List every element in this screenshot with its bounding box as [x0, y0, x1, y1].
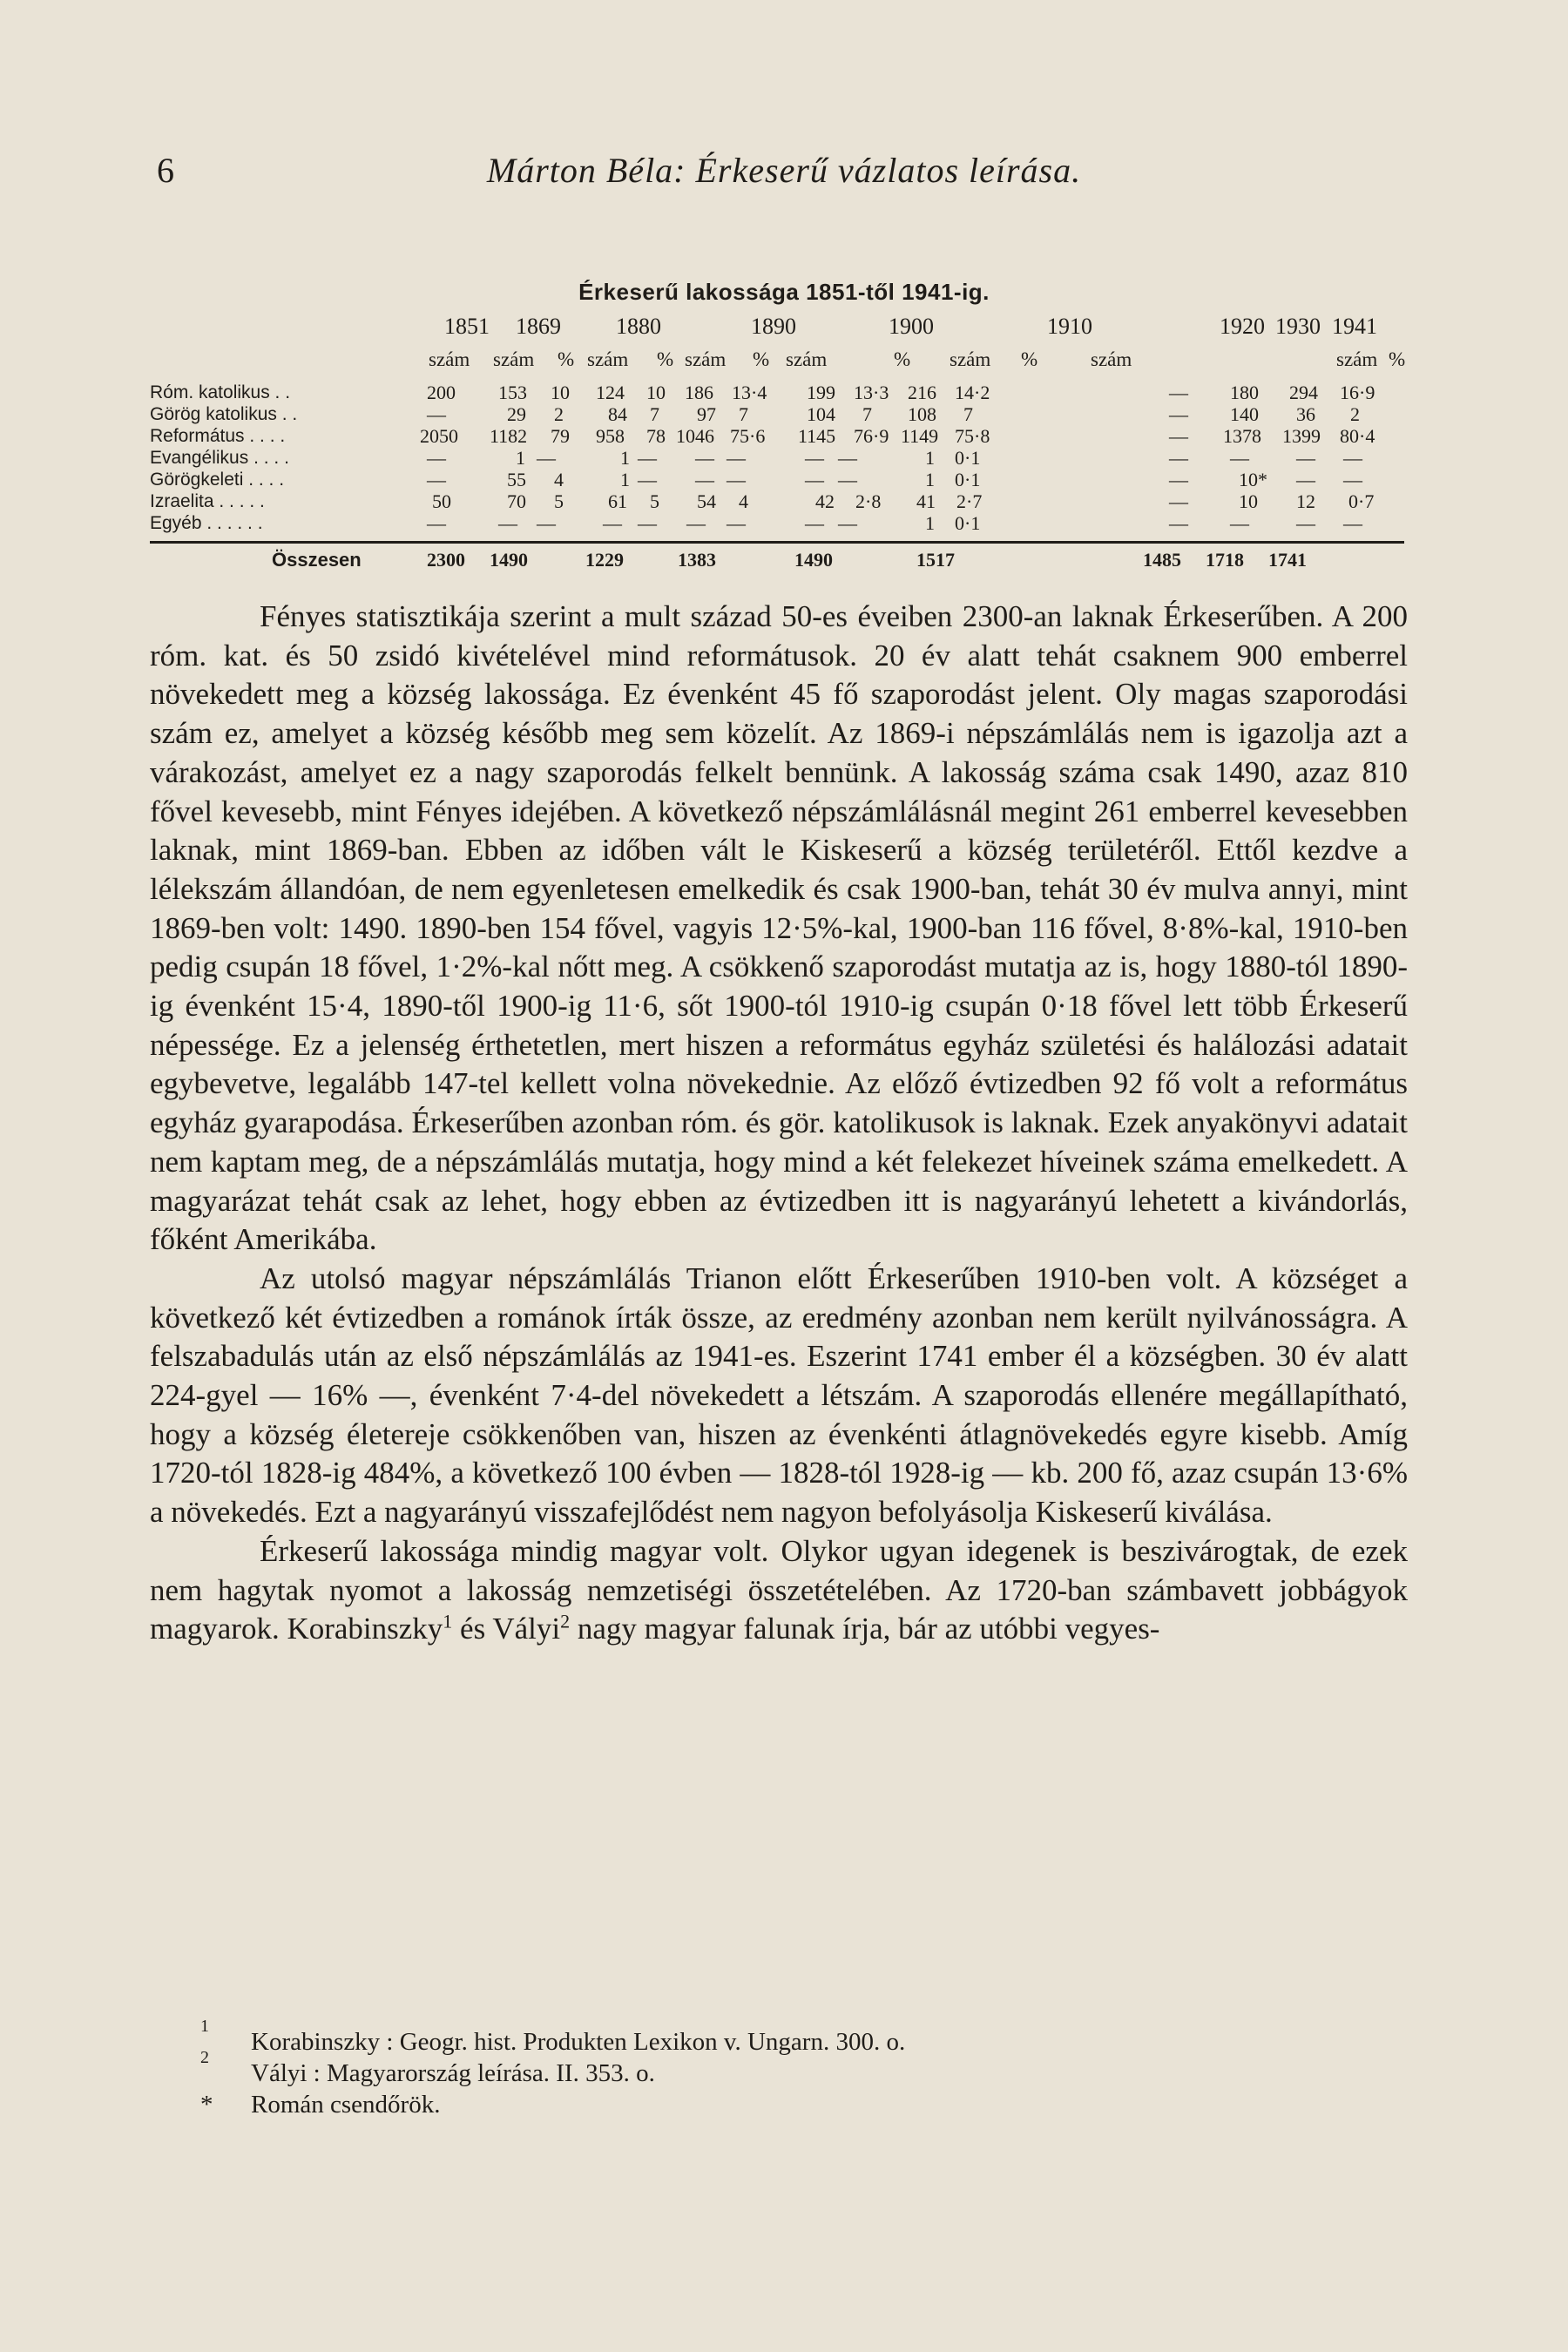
cell: 42: [815, 490, 835, 512]
cell: 958: [596, 425, 625, 447]
cell: 16·9: [1340, 382, 1375, 403]
footnotes: [200, 2017, 1402, 2120]
year-header: 1920: [1220, 314, 1265, 339]
cell: 75·8: [955, 425, 990, 447]
paragraph: Fényes statisztikája szerint a mult század 50-es éveiben 2300-an laknak Érkeserűben. A 200 róm. kat. és 50 zsidó kivételével mind reformátusok. 20 év alatt tehát csaknem 900 emberrel növekedett meg a község lakossága. Ez évenként 45 fő szaporodást jelent. Oly magas szaporodási szám ez, amelyet a község később meg sem közelít. Az 1869-i népszámlálás nem is igazolja azt a várakozást, amelyet ez a nagy szaporodás felkelt bennünk. A lakosság száma csak 1490, azaz 810 fővel kevesebb, mint Fényes idejében. A következő népszámlálásnál megint 261 emberrel kevesebben laknak, mint 1869-ban. Ebben az időben vált le Kiskeserű a község területéről. Ettől kezdve a lélekszám állandóan, de nem egyenletesen emelkedik és csak 1900-ban, tehát 30 év mulva annyi, mint 1869-ben volt: 1490. 1890-ben 154 fővel, vagyis 12·5%-kal, 1900-ban 116 fővel, 8·8%-kal, 1910-ben pedig csupán 18 fővel, 1·2%-kal nőtt meg. A csökkenő szaporodást mutatja az is, hogy 1880-tól 1890-ig évenként 15·4, 1890-től 1900-ig 11·6, sőt 1900-tól 1910-ig csupán 0·18 fővel lett több Érkeserű népessége. Ez a jelenség érthetetlen, mert hiszen a református egyház születési és halálozási adatait egybevetve, legalább 147-tel kellett volna növekednie. Az előző évtizedben 92 fő volt a református egyház gyarapodása. Érkeserűben azonban róm. és gör. katolikusok is laknak. Ezek anyakönyvi adatait nem kaptam meg, de a népszámlálás mutatja, hogy mind a két felekezet híveinek száma emelkedett. A magyarázat tehát csak az lehet, hogy ebben az évtizedben itt is nagyarányú lehetett a kivándorlás, főként Amerikába.: [150, 599, 1408, 1257]
cell: —: [727, 469, 746, 490]
cell: 2: [1350, 403, 1360, 425]
unit-header: %: [558, 348, 575, 370]
cell: 1: [620, 447, 630, 469]
cell: —: [1169, 403, 1188, 425]
cell: 7: [650, 403, 659, 425]
cell: 1490: [794, 549, 833, 571]
cell: 2: [554, 403, 564, 425]
footnote: 1 Korabinszky : Geogr. hist. Produkten Lexikon v. Ungarn. 300. o.: [200, 2017, 906, 2056]
cell: —: [1169, 425, 1188, 447]
cell: —: [537, 447, 556, 469]
cell: —: [638, 447, 657, 469]
cell: 7: [963, 403, 973, 425]
cell: —: [1296, 447, 1315, 469]
unit-header: %: [894, 348, 911, 370]
cell: 75·6: [730, 425, 766, 447]
table-row: [150, 425, 1404, 447]
cell: 1383: [678, 549, 716, 571]
cell: 2300: [427, 549, 465, 571]
footnote: 2 Vályi : Magyarország leírása. II. 353. o.: [200, 2048, 655, 2087]
table-title: Érkeserű lakossága 1851-től 1941-ig.: [578, 279, 990, 305]
footnote-text: Román csendőrök.: [251, 2091, 441, 2119]
unit-header: szám: [685, 348, 727, 370]
cell: 14·2: [955, 382, 990, 403]
cell: —: [805, 447, 824, 469]
table-row: [150, 469, 1404, 490]
page-number: 6: [157, 151, 174, 190]
cell: 55: [507, 469, 526, 490]
footnote-ref: 2: [560, 1610, 571, 1632]
footnote-ref: 1: [443, 1610, 453, 1632]
year-header: 1900: [889, 314, 934, 339]
total-row: [150, 549, 1404, 578]
cell: —: [838, 447, 857, 469]
cell: 1046: [676, 425, 714, 447]
cell: 0·1: [955, 512, 981, 534]
cell: 1517: [916, 549, 955, 571]
cell: 78: [646, 425, 666, 447]
cell: 2·7: [956, 490, 983, 512]
unit-header: szám: [950, 348, 991, 370]
cell: 294: [1289, 382, 1318, 403]
cell: 1378: [1223, 425, 1261, 447]
table-row: [150, 512, 1404, 534]
cell: 76·9: [854, 425, 889, 447]
unit-header: %: [1021, 348, 1038, 370]
cell: 1: [925, 447, 935, 469]
cell: —: [695, 447, 714, 469]
row-label: Egyéb . . . . . .: [150, 513, 263, 533]
unit-header: %: [753, 348, 770, 370]
cell: —: [1230, 512, 1249, 534]
footnote-text: Korabinszky : Geogr. hist. Produkten Lexikon v. Ungarn. 300. o.: [251, 2028, 906, 2056]
cell: —: [838, 512, 857, 534]
cell: 1485: [1143, 549, 1181, 571]
year-header: 1880: [616, 314, 661, 339]
cell: 2·8: [855, 490, 882, 512]
cell: 1182: [490, 425, 528, 447]
year-header: 1910: [1047, 314, 1092, 339]
row-label: Róm. katolikus . .: [150, 382, 291, 402]
footnote: [200, 2089, 1402, 2120]
text-span: Érkeserű lakossága mindig magyar volt. Olykor ugyan idegenek is beszivárogtak, de ezek nem hagytak nyomot a lakosság nemzetiségi összetételében. Az 1720-ban számbavett jobbágyok magyarok. Korabinszky: [150, 1533, 1408, 1646]
cell: 0·1: [955, 447, 981, 469]
cell: —: [603, 512, 622, 534]
population-table: [150, 314, 1404, 578]
cell: 84: [608, 403, 627, 425]
unit-header: szám: [429, 348, 470, 370]
cell: —: [638, 512, 657, 534]
cell: 29: [507, 403, 526, 425]
total-label: Összesen: [272, 549, 362, 571]
unit-header: szám: [1336, 348, 1378, 370]
cell: 70: [507, 490, 526, 512]
cell: 199: [807, 382, 835, 403]
cell: 4: [739, 490, 748, 512]
cell: 1149: [901, 425, 939, 447]
row-label: Izraelita . . . . .: [150, 491, 265, 511]
year-header-row: [150, 314, 1404, 348]
year-header: 1869: [516, 314, 561, 339]
cell: 54: [697, 490, 716, 512]
cell: 1: [925, 469, 935, 490]
cell: 7: [739, 403, 748, 425]
cell: 104: [807, 403, 835, 425]
cell: 124: [596, 382, 625, 403]
cell: 2050: [420, 425, 458, 447]
cell: 5: [650, 490, 659, 512]
cell: —: [727, 512, 746, 534]
cell: 10*: [1239, 469, 1267, 490]
cell: 0·7: [1348, 490, 1375, 512]
cell: 140: [1230, 403, 1259, 425]
unit-header: %: [657, 348, 674, 370]
cell: —: [427, 447, 446, 469]
cell: 10: [551, 382, 570, 403]
cell: 1399: [1282, 425, 1321, 447]
cell: 153: [498, 382, 527, 403]
cell: —: [427, 403, 446, 425]
cell: 186: [685, 382, 713, 403]
row-label: Református . . . .: [150, 426, 286, 446]
footnote-text: Vályi : Magyarország leírása. II. 353. o.: [251, 2059, 655, 2087]
cell: 1741: [1268, 549, 1307, 571]
year-header: 1941: [1332, 314, 1377, 339]
cell: —: [838, 469, 857, 490]
cell: 13·4: [732, 382, 767, 403]
cell: —: [1343, 469, 1362, 490]
cell: 1490: [490, 549, 528, 571]
cell: 97: [697, 403, 716, 425]
paragraph: Az utolsó magyar népszámlálás Trianon előtt Érkeserűben 1910-ben volt. A községet a következő két évtizedben a románok írták össze, az eredmény azonban nem került nyilvánosságra. A felszabadulás után az első népszámlálás az 1941-es. Eszerint 1741 ember él a községben. 30 év alatt 224-gyel — 16% —, évenként 7·4-del növekedett a létszám. A szaporodás ellenére megállapítható, hogy a község életereje csökkenőben van, hiszen az évenkénti átlagnövekedés egyre kisebb. Amíg 1720-tól 1828-ig 484%, a következő 100 évben — 1828-tól 1928-ig — kb. 200 fő, azaz csupán 13·6% a növekedés. Ezt a nagyarányú visszafejlődést nem nagyon befolyásolja Kiskeserű kiválása.: [150, 1260, 1408, 1530]
cell: 41: [916, 490, 936, 512]
page-header: [157, 150, 1411, 193]
text-span: és Vályi: [452, 1612, 561, 1646]
cell: —: [1343, 512, 1362, 534]
cell: —: [805, 469, 824, 490]
cell: 61: [608, 490, 627, 512]
cell: —: [1296, 512, 1315, 534]
cell: —: [427, 512, 446, 534]
cell: 216: [908, 382, 936, 403]
cell: 7: [862, 403, 872, 425]
unit-header: %: [1389, 348, 1406, 370]
cell: —: [498, 512, 517, 534]
cell: 36: [1296, 403, 1315, 425]
cell: —: [805, 512, 824, 534]
table-row: [150, 447, 1404, 469]
unit-header: szám: [493, 348, 535, 370]
year-header: 1890: [751, 314, 796, 339]
row-label: Evangélikus . . . .: [150, 448, 289, 468]
cell: 13·3: [854, 382, 889, 403]
cell: 200: [427, 382, 456, 403]
cell: 50: [432, 490, 451, 512]
unit-header: szám: [786, 348, 828, 370]
cell: 1718: [1206, 549, 1244, 571]
cell: 180: [1230, 382, 1259, 403]
cell: 108: [908, 403, 936, 425]
body-text: [150, 598, 1408, 1649]
cell: —: [695, 469, 714, 490]
text-span: nagy magyar falunak írja, bár az utóbbi vegyes-: [570, 1612, 1160, 1646]
cell: —: [1169, 382, 1188, 403]
cell: —: [1343, 447, 1362, 469]
cell: 1145: [798, 425, 836, 447]
cell: —: [1230, 447, 1249, 469]
cell: 80·4: [1340, 425, 1375, 447]
cell: —: [1169, 512, 1188, 534]
year-header: 1930: [1275, 314, 1321, 339]
cell: —: [1296, 469, 1315, 490]
unit-header: szám: [1091, 348, 1132, 370]
table-rule: [150, 541, 1404, 544]
cell: —: [537, 512, 556, 534]
cell: 1: [925, 512, 935, 534]
table-row: [150, 382, 1404, 403]
row-label: Görögkeleti . . . .: [150, 470, 285, 490]
cell: 79: [551, 425, 570, 447]
table-row: [150, 403, 1404, 425]
cell: —: [427, 469, 446, 490]
cell: 1229: [585, 549, 624, 571]
unit-header-row: [150, 348, 1404, 382]
cell: 1: [516, 447, 525, 469]
cell: 4: [554, 469, 564, 490]
unit-header: szám: [587, 348, 629, 370]
cell: —: [1169, 490, 1188, 512]
table-row: [150, 490, 1404, 512]
cell: 12: [1296, 490, 1315, 512]
running-title: Márton Béla: Érkeserű vázlatos leírása.: [486, 151, 1082, 190]
cell: 1: [620, 469, 630, 490]
cell: 10: [1239, 490, 1258, 512]
cell: 10: [646, 382, 666, 403]
cell: —: [727, 447, 746, 469]
paragraph: [150, 1532, 1408, 1649]
footnote-mark: *: [200, 2091, 213, 2119]
cell: —: [1169, 469, 1188, 490]
year-header: 1851: [444, 314, 490, 339]
row-label: Görög katolikus . .: [150, 404, 298, 424]
cell: —: [686, 512, 706, 534]
cell: —: [1169, 447, 1188, 469]
cell: 0·1: [955, 469, 981, 490]
cell: —: [638, 469, 657, 490]
cell: 5: [554, 490, 564, 512]
